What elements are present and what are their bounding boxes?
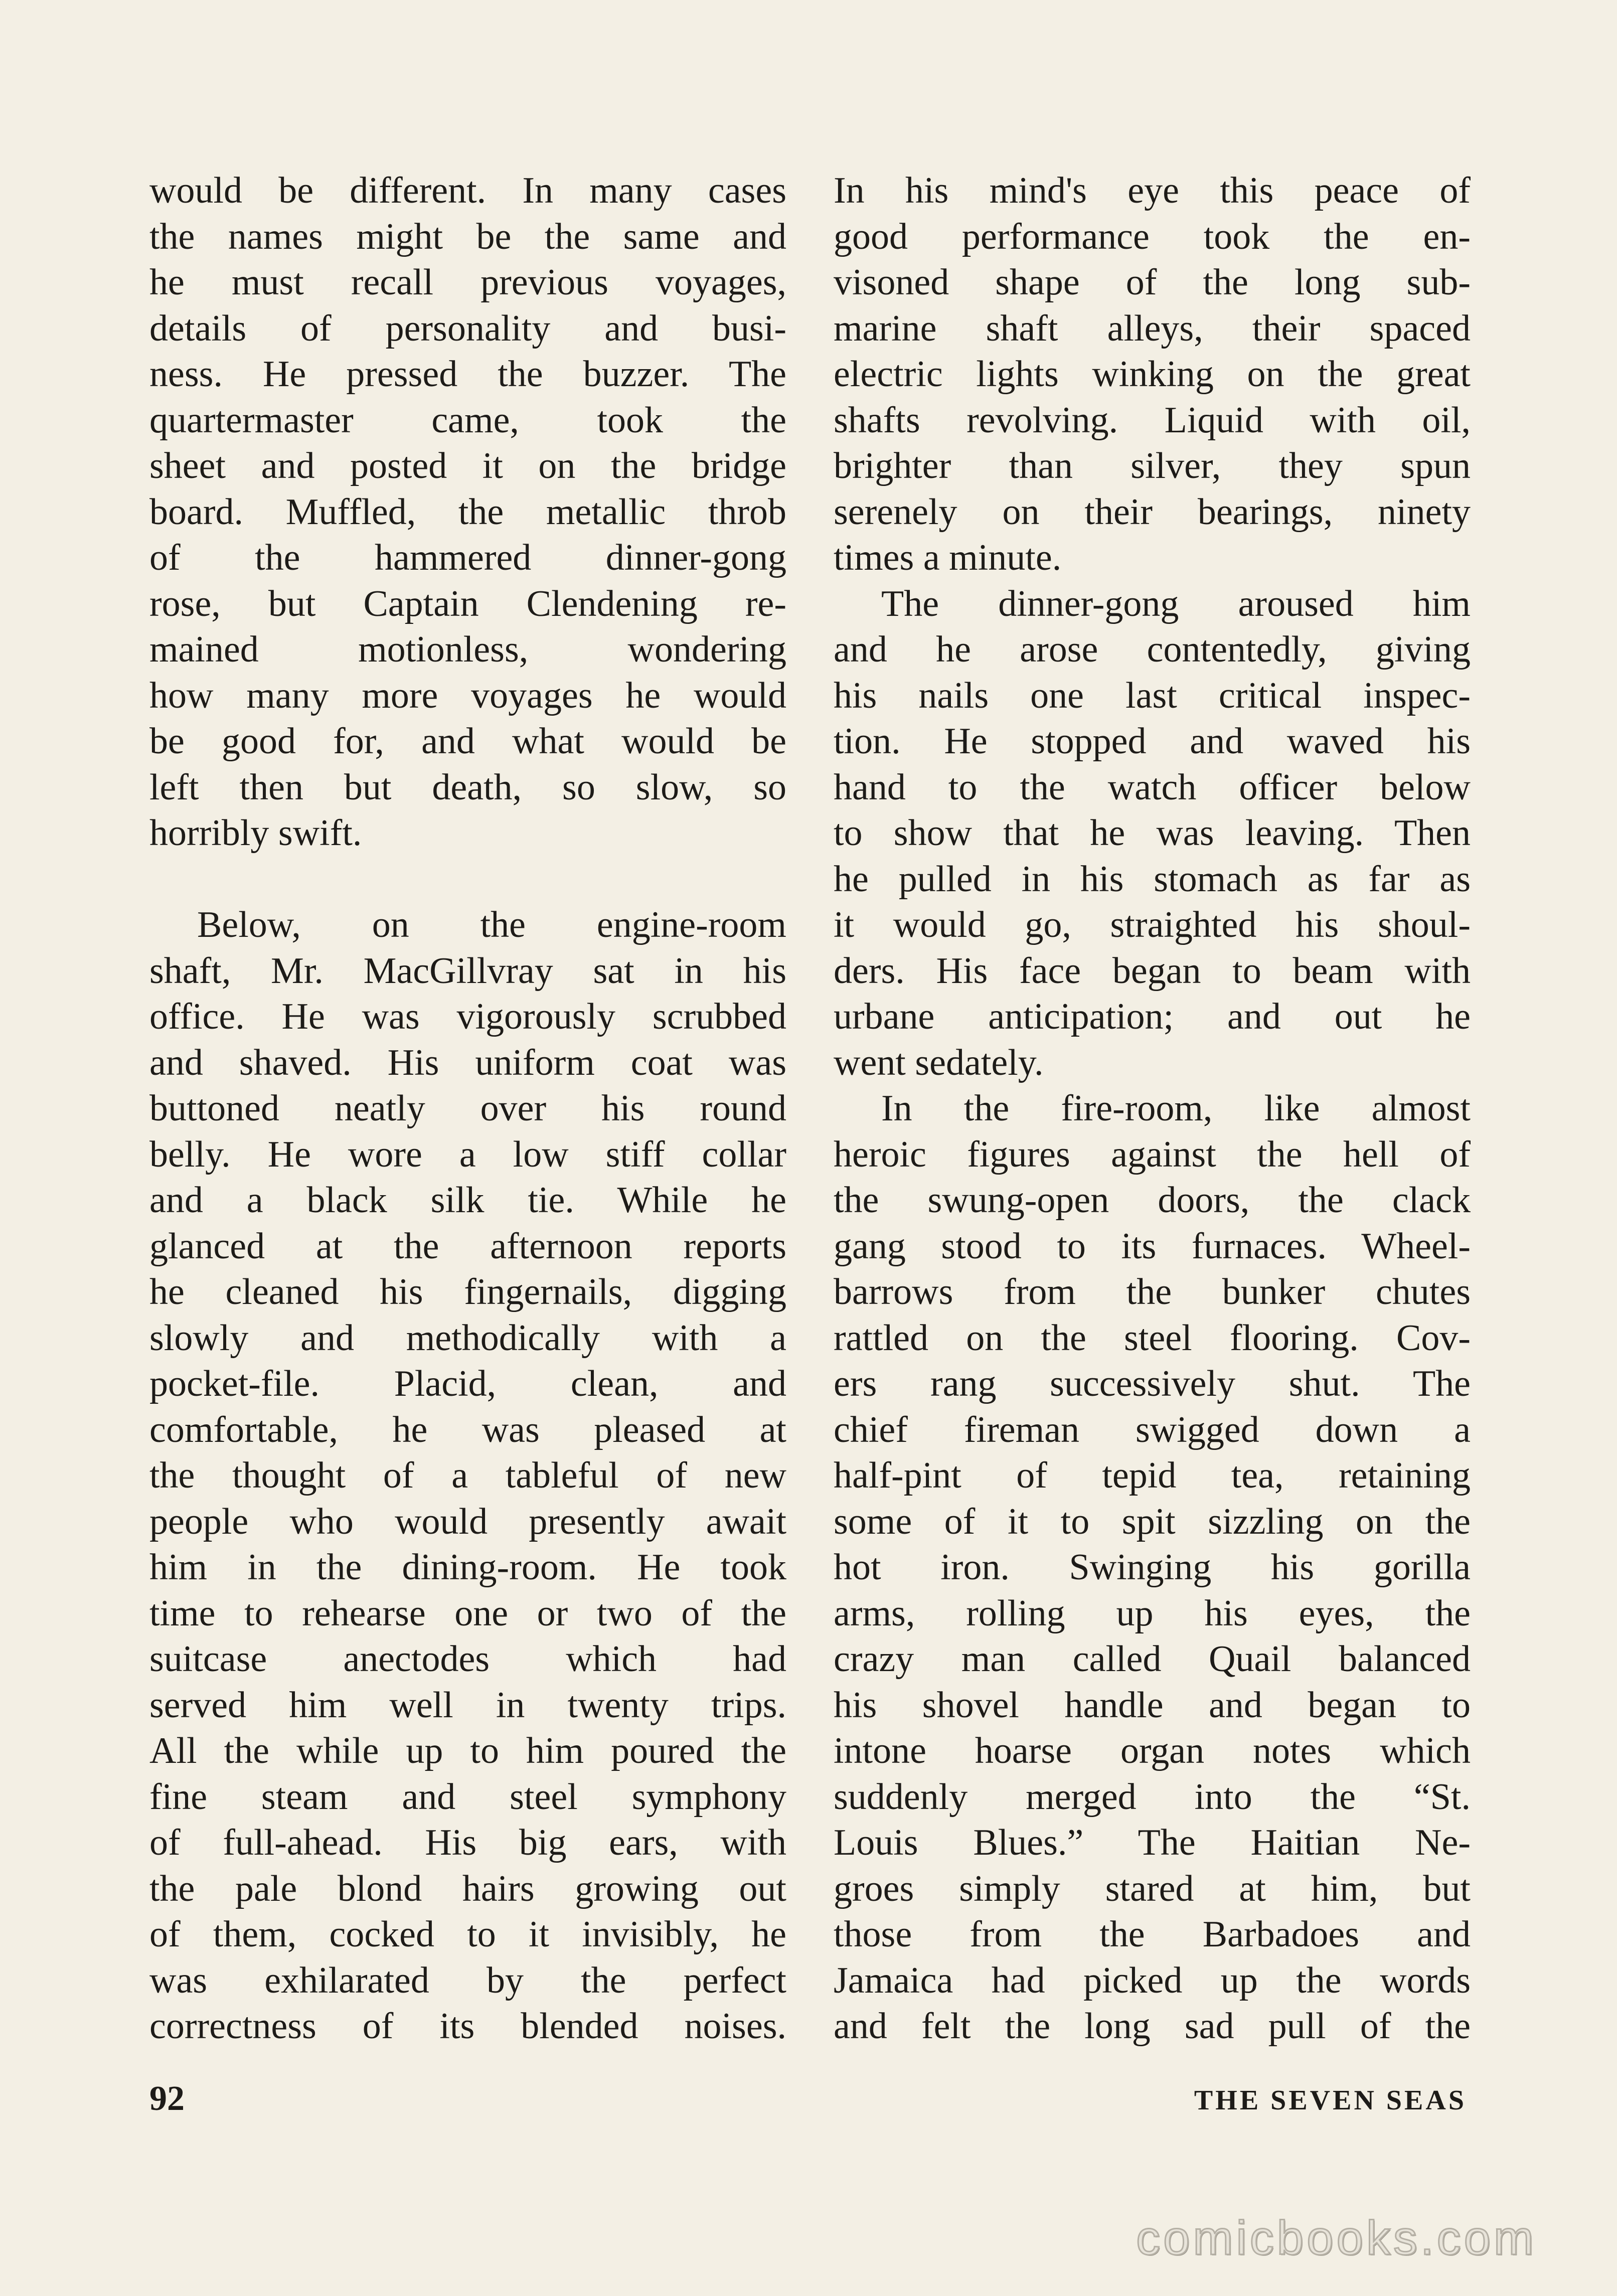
text-line: rose, but Captain Clendening re-	[149, 583, 786, 624]
text-line: barrows from the bunker chutes	[834, 1271, 1471, 1313]
text-line: left then but death, so slow, so	[149, 766, 786, 808]
text-line: half-pint of tepid tea, retaining	[834, 1455, 1471, 1496]
text-line: Below, on the engine-room	[197, 904, 786, 945]
text-line: ness. He pressed the buzzer. The	[149, 354, 786, 395]
text-line: belly. He wore a low stiff collar	[149, 1133, 786, 1175]
text-line: hand to the watch officer below	[834, 766, 1471, 808]
text-line: shaft, Mr. MacGillvray sat in his	[149, 950, 786, 992]
text-line: urbane anticipation; and out he	[834, 996, 1471, 1037]
page-number: 92	[149, 2079, 185, 2118]
text-line: gang stood to its furnaces. Wheel-	[834, 1225, 1471, 1267]
watermark: comicbooks.com	[1136, 2211, 1537, 2265]
text-line: the swung-open doors, the clack	[834, 1180, 1471, 1221]
text-line: sheet and posted it on the bridge	[149, 445, 786, 486]
text-line: would be different. In many cases	[149, 170, 786, 211]
text-line: his shovel handle and began to	[834, 1684, 1471, 1726]
text-line: shafts revolving. Liquid with oil,	[834, 399, 1471, 441]
text-line: mained motionless, wondering	[149, 629, 786, 670]
text-line: and he arose contentedly, giving	[834, 629, 1471, 670]
text-line: Louis Blues.” The Haitian Ne-	[834, 1822, 1471, 1863]
text-line: he pulled in his stomach as far as	[834, 858, 1471, 900]
text-line: The dinner-gong aroused him	[881, 583, 1471, 624]
text-line: electric lights winking on the great	[834, 354, 1471, 395]
text-line: the pale blond hairs growing out	[149, 1868, 786, 1909]
text-line: slowly and methodically with a	[149, 1317, 786, 1359]
text-line: some of it to spit sizzling on the	[834, 1501, 1471, 1542]
text-line: Jamaica had picked up the words	[834, 1959, 1471, 2001]
text-line: horribly swift.	[149, 812, 362, 854]
text-line: he cleaned his fingernails, digging	[149, 1271, 786, 1313]
text-line: chief fireman swigged down a	[834, 1409, 1471, 1450]
text-line: suitcase anectodes which had	[149, 1638, 786, 1680]
running-footer-title: THE SEVEN SEAS	[1194, 2085, 1467, 2116]
text-line: his nails one last critical inspec-	[834, 675, 1471, 716]
text-line: office. He was vigorously scrubbed	[149, 996, 786, 1037]
text-line: was exhilarated by the perfect	[149, 1959, 786, 2001]
text-line: to show that he was leaving. Then	[834, 812, 1471, 854]
paragraph-break	[149, 857, 786, 903]
text-line: All the while up to him poured the	[149, 1730, 786, 1771]
text-line: fine steam and steel symphony	[149, 1776, 786, 1818]
text-line: good performance took the en-	[834, 216, 1471, 257]
text-line: it would go, straighted his shoul-	[834, 904, 1471, 945]
text-line: tion. He stopped and waved his	[834, 721, 1471, 762]
text-line: visoned shape of the long sub-	[834, 262, 1471, 303]
text-line: glanced at the afternoon reports	[149, 1225, 786, 1267]
text-line: people who would presently await	[149, 1501, 786, 1542]
text-line: of the hammered dinner-gong	[149, 537, 786, 578]
text-line: those from the Barbadoes and	[834, 1914, 1471, 1955]
text-line: how many more voyages he would	[149, 675, 786, 716]
text-line: suddenly merged into the “St.	[834, 1776, 1471, 1818]
text-line: correctness of its blended noises.	[149, 2006, 786, 2047]
text-line: served him well in twenty trips.	[149, 1684, 786, 1726]
text-line: comfortable, he was pleased at	[149, 1409, 786, 1450]
text-line: heroic figures against the hell of	[834, 1133, 1471, 1175]
left-column	[149, 168, 786, 2050]
text-line: hot iron. Swinging his gorilla	[834, 1547, 1471, 1588]
right-column	[834, 168, 1471, 2050]
text-line: times a minute.	[834, 537, 1062, 578]
text-line: and felt the long sad pull of the	[834, 2006, 1471, 2047]
text-line: he must recall previous voyages,	[149, 262, 786, 303]
text-line: board. Muffled, the metallic throb	[149, 491, 786, 533]
text-line: time to rehearse one or two of the	[149, 1592, 786, 1634]
text-line: and a black silk tie. While he	[149, 1180, 786, 1221]
text-line: be good for, and what would be	[149, 721, 786, 762]
text-line: him in the dining-room. He took	[149, 1547, 786, 1588]
text-line: ers rang successively shut. The	[834, 1363, 1471, 1404]
text-line: groes simply stared at him, but	[834, 1868, 1471, 1909]
text-line: went sedately.	[834, 1042, 1044, 1083]
text-line: the thought of a tableful of new	[149, 1455, 786, 1496]
text-line: pocket-file. Placid, clean, and	[149, 1363, 786, 1404]
text-line: ders. His face began to beam with	[834, 950, 1471, 992]
text-line: and shaved. His uniform coat was	[149, 1042, 786, 1083]
text-line: serenely on their bearings, ninety	[834, 491, 1471, 533]
text-line: intone hoarse organ notes which	[834, 1730, 1471, 1771]
text-line: rattled on the steel flooring. Cov-	[834, 1317, 1471, 1359]
text-line: brighter than silver, they spun	[834, 445, 1471, 486]
text-line: buttoned neatly over his round	[149, 1088, 786, 1129]
text-line: In his mind's eye this peace of	[834, 170, 1471, 211]
text-line: of them, cocked to it invisibly, he	[149, 1914, 786, 1955]
text-line: marine shaft alleys, their spaced	[834, 307, 1471, 349]
text-line: quartermaster came, took the	[149, 399, 786, 441]
text-line: crazy man called Quail balanced	[834, 1638, 1471, 1680]
text-line: the names might be the same and	[149, 216, 786, 257]
text-line: arms, rolling up his eyes, the	[834, 1592, 1471, 1634]
text-line: In the fire-room, like almost	[881, 1088, 1471, 1129]
text-line: of full-ahead. His big ears, with	[149, 1822, 786, 1863]
text-line: details of personality and busi-	[149, 307, 786, 349]
